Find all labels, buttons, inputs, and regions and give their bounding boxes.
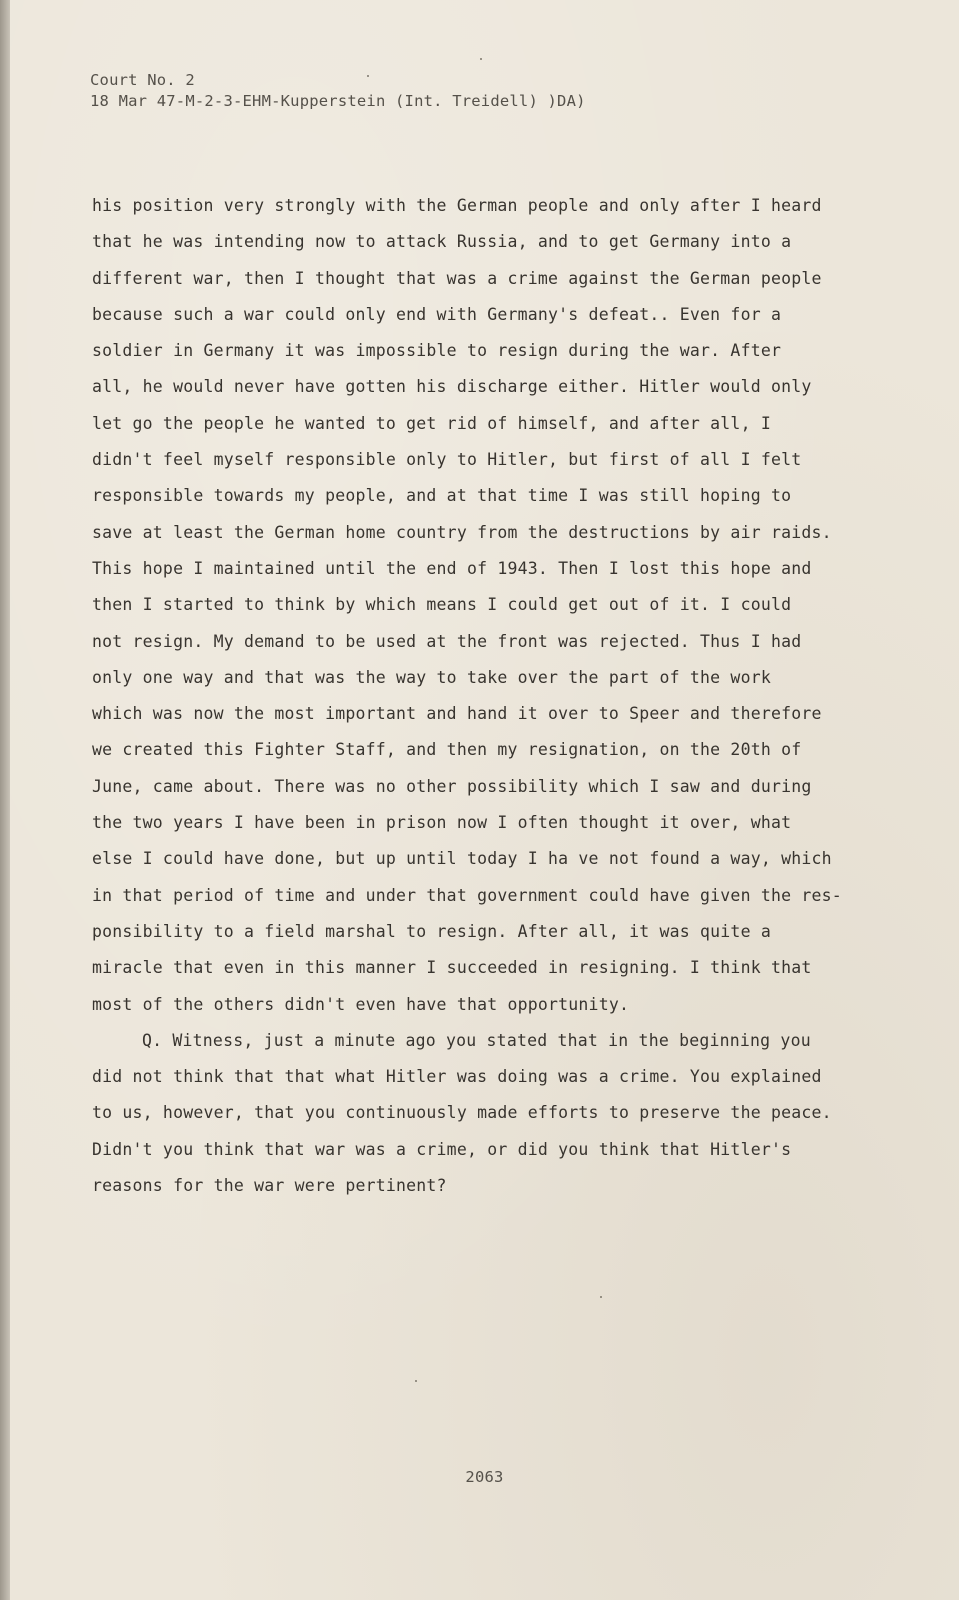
document-page [10,0,959,1600]
text-line: else I could have done, but up until today I ha ve not found a way, which [92,849,832,869]
text-line: miracle that even in this manner I succeeded in resigning. I think that [92,958,812,978]
text-line: didn't feel myself responsible only to Hitler, but first of all I felt [92,450,802,470]
text-line: the two years I have been in prison now I often thought it over, what [92,813,792,833]
page-binding-edge [0,0,10,1600]
question-line: reasons for the war were pertinent? [92,1176,447,1196]
question-line: did not think that that what Hitler was doing was a crime. You explained [92,1067,822,1087]
text-line: most of the others didn't even have that opportunity. [92,994,630,1014]
text-line: ponsibility to a field marshal to resign. After all, it was quite a [92,921,771,941]
text-line: in that period of time and under that government could have given the res- [92,885,842,905]
paper-speck [415,1380,417,1382]
text-line: This hope I maintained until the end of 1943. Then I lost this hope and [92,558,812,578]
text-line: responsible towards my people, and at that time I was still hoping to [92,486,792,506]
question-line: Q. Witness, just a minute ago you stated that in the beginning you [142,1030,811,1050]
page-number: 2063 [465,1468,504,1486]
text-line: that he was intending now to attack Russia, and to get Germany into a [92,232,792,252]
text-line: save at least the German home country from the destructions by air raids. [92,522,832,542]
paper-speck [600,1296,602,1298]
document-header [90,70,586,112]
text-line: not resign. My demand to be used at the front was rejected. Thus I had [92,631,802,651]
question-line: to us, however, that you continuously made efforts to preserve the peace. [92,1103,832,1123]
text-line: all, he would never have gotten his discharge either. Hitler would only [92,377,812,397]
text-line: because such a war could only end with Germany's defeat.. Even for a [92,304,782,324]
paper-speck [367,75,369,77]
text-line: soldier in Germany it was impossible to resign during the war. After [92,341,782,361]
paper-speck [480,58,482,60]
question-line: Didn't you think that war was a crime, or did you think that Hitler's [92,1139,792,1159]
text-line: then I started to think by which means I could get out of it. I could [92,595,792,615]
text-line: let go the people he wanted to get rid of himself, and after all, I [92,413,771,433]
court-number: Court No. 2 [90,71,195,89]
text-line: only one way and that was the way to take over the part of the work [92,667,771,687]
text-line: we created this Fighter Staff, and then my resignation, on the 20th of [92,740,802,760]
testimony-body [92,188,942,1204]
session-reference: 18 Mar 47-M-2-3-EHM-Kupperstein (Int. Treidell) )DA) [90,92,586,110]
text-line: different war, then I thought that was a crime against the German people [92,268,822,288]
text-line: which was now the most important and hand it over to Speer and therefore [92,704,822,724]
text-line: June, came about. There was no other possibility which I saw and during [92,776,812,796]
text-line: his position very strongly with the German people and only after I heard [92,196,822,215]
